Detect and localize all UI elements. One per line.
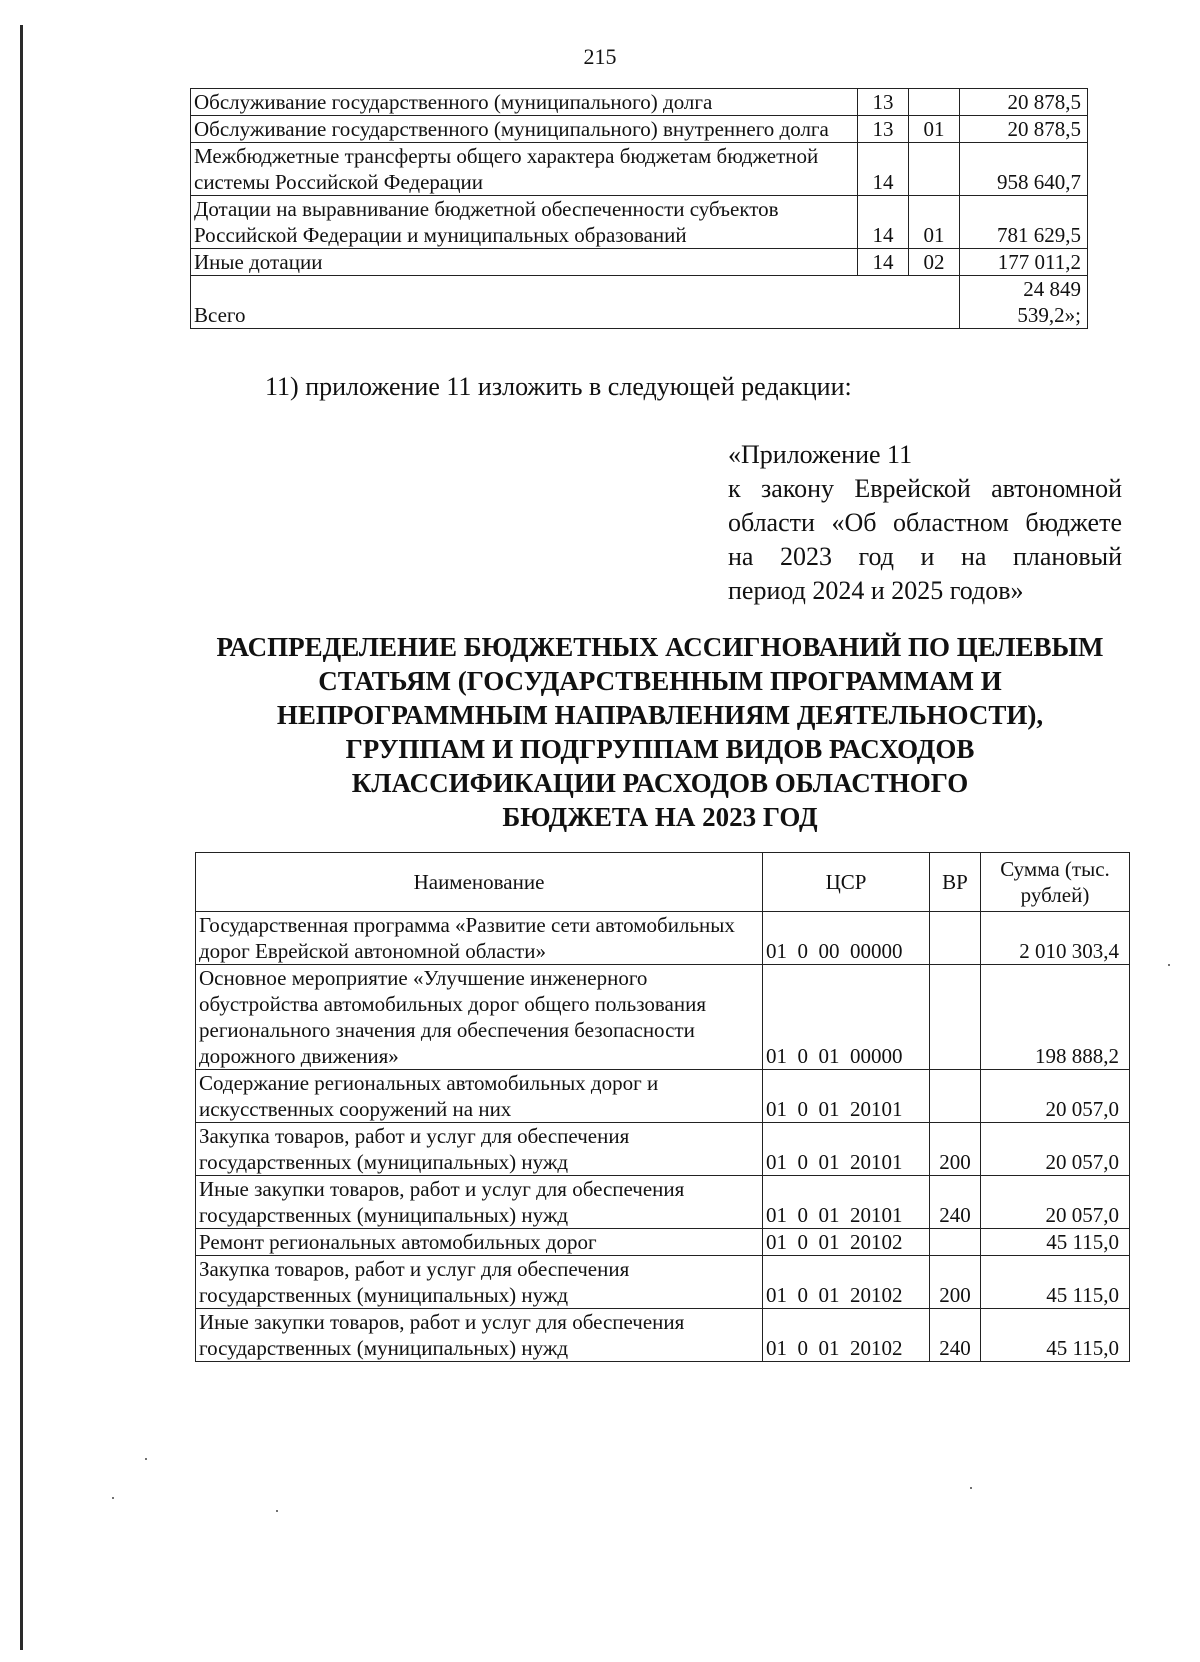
row-vr <box>930 912 981 965</box>
table-row <box>196 912 1130 965</box>
header-csr: ЦСР <box>763 853 930 912</box>
row-name: Закупка товаров, работ и услуг для обеспечения государственных (муниципальных) нужд <box>196 1256 763 1309</box>
row-sum: 958 640,7 <box>960 143 1088 196</box>
appendix-line: области «Об областном бюджете <box>728 508 1122 537</box>
row-csr: 01 0 01 20102 <box>763 1256 930 1309</box>
row-rz: 13 <box>858 89 909 116</box>
table-row <box>196 1123 1130 1176</box>
row-sum: 781 629,5 <box>960 196 1088 249</box>
row-sum: 45 115,0 <box>981 1309 1130 1362</box>
row-csr: 01 0 01 20101 <box>763 1176 930 1229</box>
row-name: Основное мероприятие «Улучшение инженерного обустройства автомобильных дорог общего пользования регионального значения для обеспечения безопасности дорожного движения» <box>196 965 763 1070</box>
table-row <box>196 1256 1130 1309</box>
title-line: КЛАССИФИКАЦИИ РАСХОДОВ ОБЛАСТНОГО <box>351 768 969 798</box>
row-vr: 200 <box>930 1256 981 1309</box>
row-pr <box>909 89 960 116</box>
row-name: Ремонт региональных автомобильных дорог <box>196 1229 763 1256</box>
row-sum: 20 878,5 <box>960 89 1088 116</box>
row-rz: 14 <box>858 143 909 196</box>
row-name: Содержание региональных автомобильных дорог и искусственных сооружений на них <box>196 1070 763 1123</box>
table-row <box>196 965 1130 1070</box>
total-row <box>191 276 1088 329</box>
total-value: 24 849 539,2»; <box>960 276 1088 329</box>
row-name: Государственная программа «Развитие сети автомобильных дорог Еврейской автономной области» <box>196 912 763 965</box>
row-vr <box>930 1229 981 1256</box>
row-sum: 198 888,2 <box>981 965 1130 1070</box>
title-line: СТАТЬЯМ (ГОСУДАРСТВЕННЫМ ПРОГРАММАМ И <box>318 666 1002 696</box>
row-sum: 177 011,2 <box>960 249 1088 276</box>
row-vr: 240 <box>930 1176 981 1229</box>
table-row <box>196 1070 1130 1123</box>
appendix-header <box>728 438 1122 608</box>
row-vr: 240 <box>930 1309 981 1362</box>
row-vr <box>930 1070 981 1123</box>
appendix-line: период 2024 и 2025 годов» <box>728 576 1024 605</box>
row-name: Иные закупки товаров, работ и услуг для обеспечения государственных (муниципальных) нужд <box>196 1309 763 1362</box>
scan-speck <box>145 1458 147 1460</box>
row-pr: 01 <box>909 116 960 143</box>
instruction-paragraph: 11) приложение 11 изложить в следующей редакции: <box>265 372 852 401</box>
row-pr: 01 <box>909 196 960 249</box>
row-sum: 20 057,0 <box>981 1176 1130 1229</box>
row-pr <box>909 143 960 196</box>
table-row <box>191 89 1088 116</box>
scan-speck <box>276 1510 278 1512</box>
title-line: БЮДЖЕТА НА 2023 ГОД <box>502 802 818 832</box>
header-name: Наименование <box>196 853 763 912</box>
row-sum: 2 010 303,4 <box>981 912 1130 965</box>
appendix-line: на 2023 год и на плановый <box>728 542 1122 571</box>
row-pr: 02 <box>909 249 960 276</box>
row-vr <box>930 965 981 1070</box>
table-row <box>191 196 1088 249</box>
row-csr: 01 0 01 20102 <box>763 1229 930 1256</box>
table-row <box>191 116 1088 143</box>
table-row <box>196 1309 1130 1362</box>
row-name: Межбюджетные трансферты общего характера бюджетам бюджетной системы Российской Федерации <box>191 143 858 196</box>
header-sum: Сумма (тыс. рублей) <box>981 853 1130 912</box>
row-name: Обслуживание государственного (муниципального) долга <box>191 89 858 116</box>
row-name: Закупка товаров, работ и услуг для обеспечения государственных (муниципальных) нужд <box>196 1123 763 1176</box>
row-csr: 01 0 00 00000 <box>763 912 930 965</box>
header-vr: ВР <box>930 853 981 912</box>
table-row <box>191 143 1088 196</box>
row-csr: 01 0 01 00000 <box>763 965 930 1070</box>
row-rz: 13 <box>858 116 909 143</box>
row-csr: 01 0 01 20102 <box>763 1309 930 1362</box>
row-name: Иные закупки товаров, работ и услуг для обеспечения государственных (муниципальных) нужд <box>196 1176 763 1229</box>
row-sum: 45 115,0 <box>981 1256 1130 1309</box>
title-line: РАСПРЕДЕЛЕНИЕ БЮДЖЕТНЫХ АССИГНОВАНИЙ ПО ЦЕЛЕВЫМ <box>216 632 1104 662</box>
row-sum: 20 057,0 <box>981 1070 1130 1123</box>
scan-speck <box>112 1497 114 1499</box>
row-rz: 14 <box>858 249 909 276</box>
table-row <box>191 249 1088 276</box>
title-line: НЕПРОГРАММНЫМ НАПРАВЛЕНИЯМ ДЕЯТЕЛЬНОСТИ), <box>276 700 1044 730</box>
scan-speck <box>1168 964 1170 966</box>
page-number: 215 <box>583 44 617 69</box>
top-table <box>190 88 1088 329</box>
row-vr: 200 <box>930 1123 981 1176</box>
row-rz: 14 <box>858 196 909 249</box>
row-csr: 01 0 01 20101 <box>763 1070 930 1123</box>
row-sum: 20 057,0 <box>981 1123 1130 1176</box>
row-csr: 01 0 01 20101 <box>763 1123 930 1176</box>
total-label: Всего <box>191 276 960 329</box>
row-sum: 45 115,0 <box>981 1229 1130 1256</box>
left-margin-line <box>20 25 23 1650</box>
table-row <box>196 1229 1130 1256</box>
appendix-line: «Приложение 11 <box>728 440 913 469</box>
table-row <box>196 1176 1130 1229</box>
main-table <box>195 852 1130 1362</box>
document-title <box>180 630 1140 834</box>
appendix-line: к закону Еврейской автономной <box>728 474 1122 503</box>
row-name: Иные дотации <box>191 249 858 276</box>
row-sum: 20 878,5 <box>960 116 1088 143</box>
scan-speck <box>970 1487 972 1489</box>
table-header-row <box>196 853 1130 912</box>
row-name: Обслуживание государственного (муниципального) внутреннего долга <box>191 116 858 143</box>
row-name: Дотации на выравнивание бюджетной обеспеченности субъектов Российской Федерации и муниципальных образований <box>191 196 858 249</box>
title-line: ГРУППАМ И ПОДГРУППАМ ВИДОВ РАСХОДОВ <box>345 734 975 764</box>
